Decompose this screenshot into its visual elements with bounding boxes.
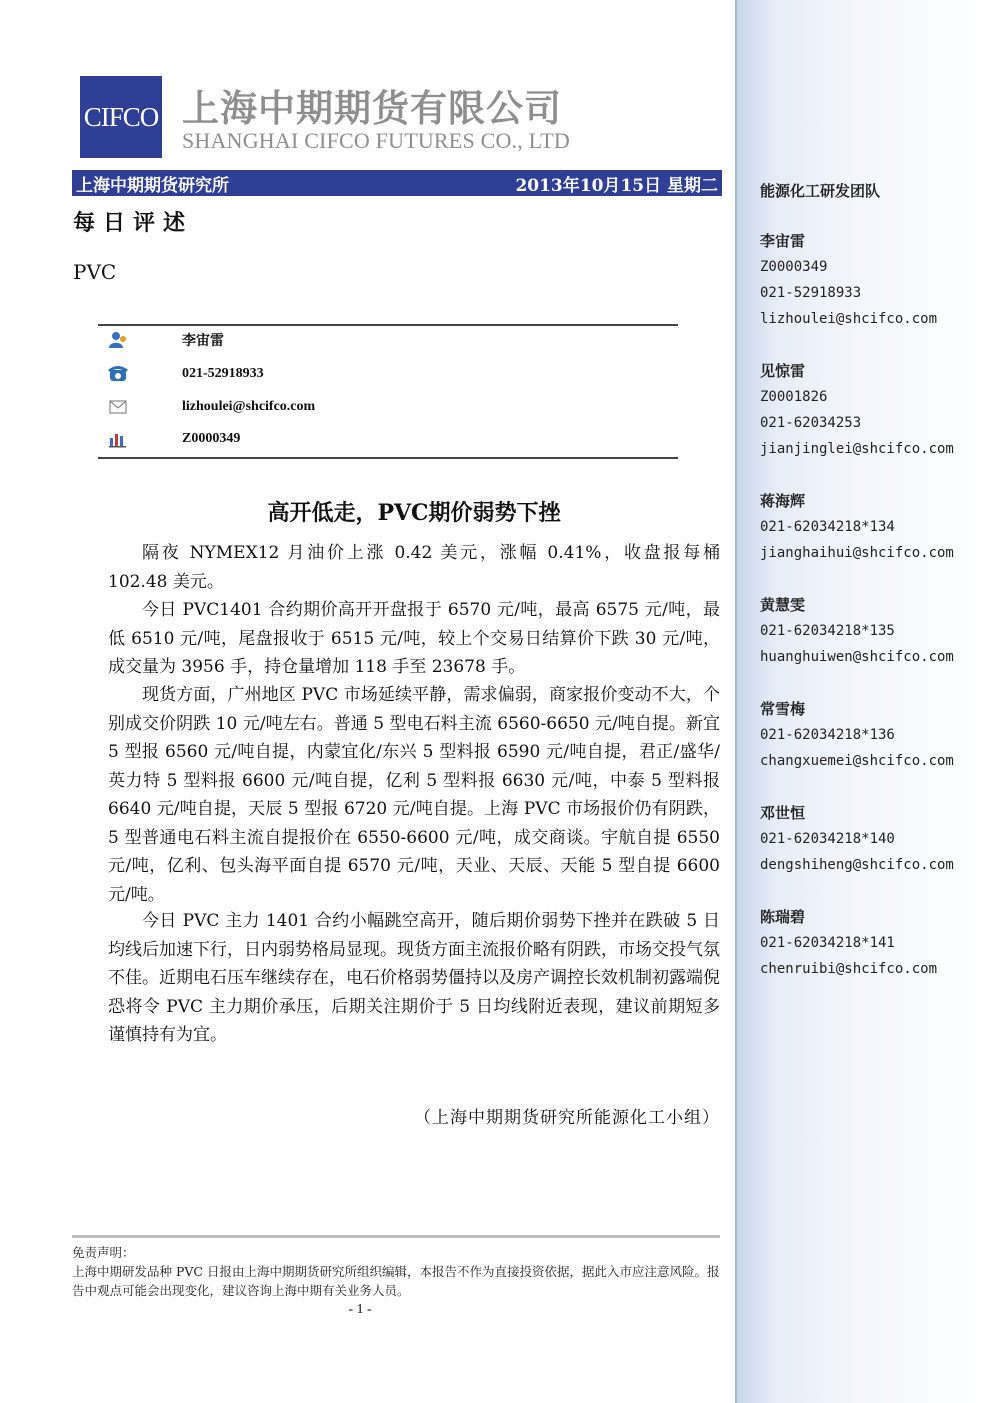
article-paragraph: 今日 PVC1401 合约期价高开开盘报于 6570 元/吨，最高 6575 元/吨，最低 6510 元/吨，尾盘报收于 6515 元/吨，较上个交易日结算价下跌 30 元/吨，成交量为 3956 手，持仓量增加 118 手至 23678 手。 bbox=[108, 600, 720, 677]
research-team-sidebar bbox=[735, 0, 992, 1403]
member-name: 邓世恒 bbox=[760, 804, 806, 822]
product-name: PVC bbox=[73, 260, 117, 284]
member-email[interactable]: jianghaihui@shcifco.com bbox=[760, 545, 954, 561]
member-email[interactable]: dengshiheng@shcifco.com bbox=[760, 857, 954, 873]
member-email[interactable]: changxuemei@shcifco.com bbox=[760, 753, 954, 769]
contact-phone-row bbox=[108, 362, 264, 386]
member-name: 陈瑞碧 bbox=[760, 908, 806, 926]
member-phone: 021-62034218*135 bbox=[760, 623, 895, 639]
article-headline: 高开低走，PVC期价弱势下挫 bbox=[267, 500, 561, 526]
team-member bbox=[760, 228, 937, 332]
contact-license: Z0000349 bbox=[182, 431, 241, 446]
member-name: 黄慧雯 bbox=[760, 596, 806, 614]
team-member bbox=[760, 904, 937, 982]
member-phone: 021-62034253 bbox=[760, 415, 862, 431]
team-title: 能源化工研发团队 bbox=[760, 182, 881, 200]
article-paragraph: 现货方面，广州地区 PVC 市场延续平静，需求偏弱，商家报价变动不大，个别成交价阴跌 10 元/吨左右。普通 5 型电石料主流 6560-6650 元/吨自提。新宜 5 型报 6560 元/吨自提，内蒙宜化/东兴 5 型料报 6590 元/吨自提，君正/盛华/英力特 5 型料报 6600 元/吨自提，亿利 5 型料报 6630 元/吨，中泰 5 型料报 6640 元/吨自提，天辰 5 型报 6720 元/吨自提。上海 PVC 市场报价仍有阴跌，5 型普通电石料主流自提报价在 6550-6600 元/吨，成交商谈。宇航自提 6550 元/吨，亿利、包头海平面自提 6570 元/吨，天业、天辰、天能 5 型自提 6600 元/吨。 bbox=[108, 685, 720, 905]
member-phone: 021-62034218*140 bbox=[760, 831, 895, 847]
member-phone: 021-62034218*134 bbox=[760, 519, 895, 535]
contact-license-row bbox=[108, 427, 241, 451]
contact-email[interactable]: lizhoulei@shcifco.com bbox=[182, 399, 316, 414]
disclaimer-title: 免责声明： bbox=[72, 1245, 135, 1260]
company-name-cn: 上海中期期货有限公司 bbox=[182, 87, 562, 130]
contact-name-row bbox=[108, 328, 224, 352]
contact-name: 李宙雷 bbox=[182, 334, 224, 349]
member-name: 李宙雷 bbox=[760, 232, 806, 250]
member-name: 蒋海辉 bbox=[760, 492, 806, 510]
member-phone: 021-52918933 bbox=[760, 285, 862, 301]
disclaimer-body: 上海中期研发品种 PVC 日报由上海中期期货研究所组织编辑，本报告不作为直接投资依据，据此入市应注意风险。报告中观点可能会出现变化，建议咨询上海中期有关业务人员。 bbox=[72, 1264, 720, 1298]
member-phone: 021-62034218*136 bbox=[760, 727, 895, 743]
member-email[interactable]: lizhoulei@shcifco.com bbox=[760, 311, 938, 327]
member-phone: 021-62034218*141 bbox=[760, 935, 895, 951]
article-paragraph: 隔夜 NYMEX12 月油价上涨 0.42 美元，涨幅 0.41%，收盘报每桶 102.48 美元。 bbox=[108, 543, 720, 592]
company-name-en: SHANGHAI CIFCO FUTURES CO., LTD bbox=[182, 128, 570, 153]
chart-icon bbox=[108, 429, 128, 449]
section-title: 每日评述 bbox=[73, 210, 194, 236]
team-member bbox=[760, 696, 954, 774]
contact-email-row bbox=[108, 395, 316, 419]
disclaimer bbox=[72, 1243, 722, 1300]
team-member bbox=[760, 488, 954, 566]
contact-divider-bottom bbox=[98, 457, 678, 459]
cifco-logo: CIFCO bbox=[80, 76, 162, 158]
team-member bbox=[760, 800, 954, 878]
contact-divider-top bbox=[98, 324, 678, 326]
member-name: 见惊雷 bbox=[760, 362, 806, 380]
contact-phone: 021-52918933 bbox=[182, 366, 264, 381]
member-name: 常雪梅 bbox=[760, 700, 806, 718]
report-date: 2013年10月15日 星期二 bbox=[515, 175, 718, 196]
page-number: - 1 - bbox=[348, 1302, 372, 1317]
member-license: Z0001826 bbox=[760, 389, 828, 405]
member-license: Z0000349 bbox=[760, 259, 828, 275]
article-paragraph: 今日 PVC 主力 1401 合约小幅跳空高开，随后期价弱势下挫并在跌破 5 日均线后加速下行，日内弱势格局显现。现货方面主流报价略有阴跌，市场交投气氛不佳。近期电石压车继续存在，电石价格弱势僵持以及房产调控长效机制初露端倪恐将令 PVC 主力期价承压，后期关注期价于 5 日均线附近表现，建议前期短多谨慎持有为宜。 bbox=[108, 911, 720, 1045]
member-email[interactable]: huanghuiwen@shcifco.com bbox=[760, 649, 954, 665]
member-email[interactable]: chenruibi@shcifco.com bbox=[760, 961, 938, 977]
article-signoff: （上海中期期货研究所能源化工小组） bbox=[414, 1108, 720, 1128]
footer-divider bbox=[72, 1235, 720, 1238]
team-member bbox=[760, 592, 954, 670]
person-icon bbox=[108, 330, 128, 350]
mail-icon bbox=[108, 397, 128, 417]
phone-icon bbox=[108, 364, 128, 384]
member-email[interactable]: jianjinglei@shcifco.com bbox=[760, 441, 954, 457]
institute-name: 上海中期期货研究所 bbox=[76, 175, 229, 196]
report-banner bbox=[72, 170, 722, 196]
team-member bbox=[760, 358, 954, 462]
